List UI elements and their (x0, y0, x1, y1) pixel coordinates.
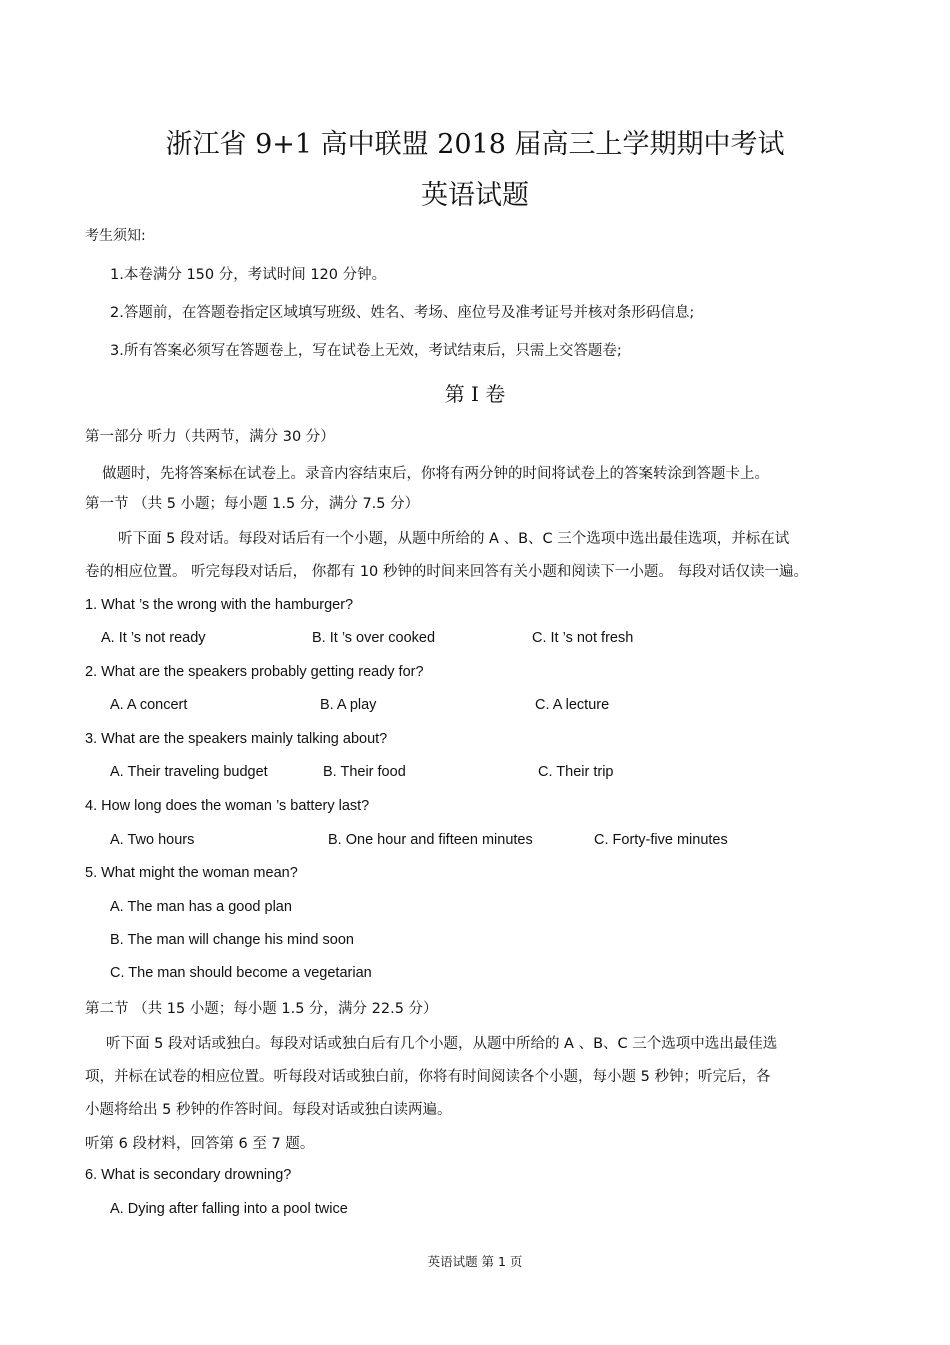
question-4-stem: 4. How long does the woman ’s battery last? (85, 798, 370, 814)
question-2-stem: 2. What are the speakers probably getting ready for? (85, 664, 424, 680)
exam-title: 浙江省 9+1 高中联盟 2018 届高三上学期期中考试 (165, 129, 785, 160)
question-4-option-c: C. Forty-five minutes (594, 832, 728, 848)
section2-instruction-line2: 项，并标在试卷的相应位置。听每段对话或独白前，你将有时间阅读各个小题，每小题 5 秒钟；听完后，各 (85, 1069, 771, 1085)
question-1-option-a: A. It ’s not ready (101, 630, 206, 646)
section2-material-note: 听第 6 段材料，回答第 6 至 7 题。 (85, 1136, 315, 1152)
notice-item-2: 2.答题前，在答题卷指定区域填写班级、姓名、考场、座位号及准考证号并核对条形码信息; (110, 305, 695, 321)
section1-instruction-line2: 卷的相应位置。 听完每段对话后， 你都有 10 秒钟的时间来回答有关小题和阅读下一小题。 每段对话仅读一遍。 (85, 564, 808, 580)
question-1-stem: 1. What ’s the wrong with the hamburger? (85, 597, 354, 613)
question-3-option-b: B. Their food (323, 764, 406, 780)
part1-heading: 第一部分 听力（共两节，满分 30 分） (85, 429, 335, 445)
question-5-option-b: B. The man will change his mind soon (110, 932, 354, 948)
notice-item-1: 1.本卷满分 150 分，考试时间 120 分钟。 (110, 267, 387, 283)
question-2-option-b: B. A play (320, 697, 377, 713)
question-4-option-a: A. Two hours (110, 832, 195, 848)
question-2-option-a: A. A concert (110, 697, 188, 713)
volume-heading: 第 I 卷 (444, 382, 506, 406)
question-2-option-c: C. A lecture (535, 697, 610, 713)
section1-heading: 第一节 （共 5 小题；每小题 1.5 分，满分 7.5 分） (85, 496, 420, 512)
notice-label: 考生须知: (85, 228, 146, 244)
question-3-option-c: C. Their trip (538, 764, 614, 780)
question-3-option-a: A. Their traveling budget (110, 764, 268, 780)
exam-subtitle: 英语试题 (421, 180, 529, 211)
section2-heading: 第二节 （共 15 小题；每小题 1.5 分，满分 22.5 分） (85, 1001, 438, 1017)
question-1-option-c: C. It ’s not fresh (532, 630, 634, 646)
notice-item-3: 3.所有答案必须写在答题卷上，写在试卷上无效，考试结束后，只需上交答题卷; (110, 343, 622, 359)
section2-instruction-line3: 小题将给出 5 秒钟的作答时间。每段对话或独白读两遍。 (85, 1102, 452, 1118)
question-6-option-a: A. Dying after falling into a pool twice (110, 1201, 348, 1217)
question-5-stem: 5. What might the woman mean? (85, 865, 298, 881)
section1-instruction-line1: 听下面 5 段对话。每段对话后有一个小题，从题中所给的 A 、B、C 三个选项中选出最佳选项，并标在试 (118, 531, 790, 547)
page-footer: 英语试题 第 1 页 (427, 1254, 523, 1269)
question-5-option-a: A. The man has a good plan (110, 899, 292, 915)
question-1-option-b: B. It ’s over cooked (312, 630, 436, 646)
question-6-stem: 6. What is secondary drowning? (85, 1167, 292, 1183)
section2-instruction-line1: 听下面 5 段对话或独白。每段对话或独白后有几个小题，从题中所给的 A 、B、C 三个选项中选出最佳选 (106, 1036, 778, 1052)
question-3-stem: 3. What are the speakers mainly talking about? (85, 731, 388, 747)
part1-instruction: 做题时，先将答案标在试卷上。录音内容结束后，你将有两分钟的时间将试卷上的答案转涂到答题卡上。 (102, 466, 769, 482)
question-4-option-b: B. One hour and fifteen minutes (328, 832, 533, 848)
question-5-option-c: C. The man should become a vegetarian (110, 965, 372, 981)
